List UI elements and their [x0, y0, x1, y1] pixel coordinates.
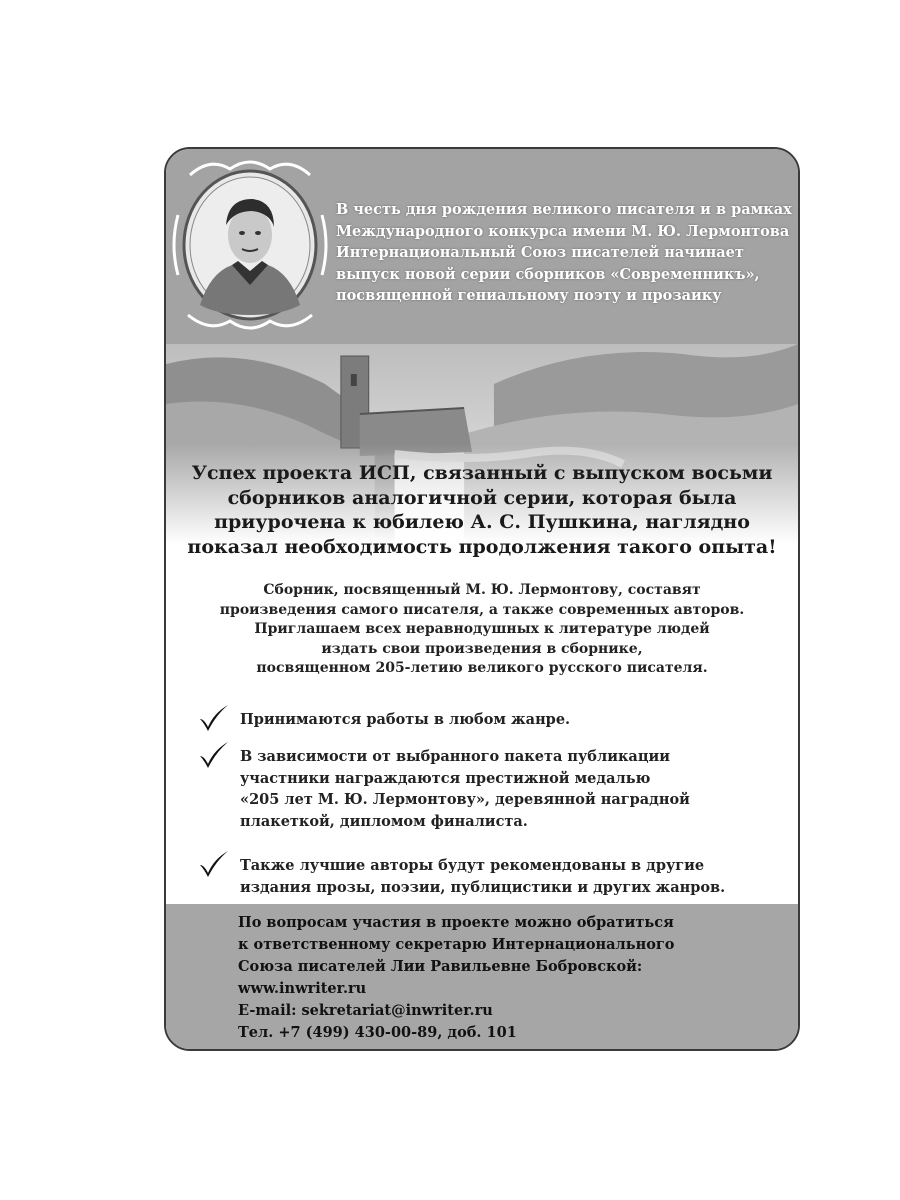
- intro-line: выпуск новой серии сборников «Современникъ»,: [336, 265, 760, 283]
- announcement-card: [164, 147, 800, 1051]
- intro-line: посвященной гениальному поэту и прозаику: [336, 287, 722, 304]
- checklist-line: плакеткой, дипломом финалиста.: [240, 812, 528, 830]
- headline-line: Успех проекта ИСП, связанный с выпуском восьми: [191, 462, 773, 484]
- lermontov-portrait: [170, 155, 330, 335]
- paragraph-line: Приглашаем всех неравнодушных к литературе людей: [254, 621, 710, 637]
- paragraph-line: произведения самого писателя, а также современных авторов.: [219, 601, 745, 618]
- checkmark-icon: [196, 703, 230, 733]
- headline-line: сборников аналогичной серии, которая была: [227, 486, 737, 509]
- email-link[interactable]: E-mail: sekretariat@inwriter.ru: [238, 1002, 493, 1019]
- phone-number[interactable]: Тел. +7 (499) 430-00-89, доб. 101: [238, 1024, 517, 1041]
- intro-line: Интернациональный Союз писателей начинает: [336, 244, 744, 261]
- contact-line: Союза писателей Лии Равильевне Бобровской:: [238, 958, 643, 975]
- intro-panel: [166, 149, 798, 344]
- contact-line: к ответственному секретарю Интернационального: [238, 936, 675, 953]
- contact-info: [238, 912, 674, 1044]
- checkmark-icon: [196, 740, 230, 770]
- checklist-line: В зависимости от выбранного пакета публикации: [240, 748, 671, 765]
- headline: [166, 461, 798, 559]
- headline-line: приурочена к юбилею А. С. Пушкина, наглядно: [214, 511, 750, 533]
- checkmark-icon: [196, 849, 230, 879]
- paragraph-line: издать свои произведения в сборнике,: [321, 640, 643, 657]
- checklist-line: Принимаются работы в любом жанре.: [240, 711, 571, 728]
- intro-line: Международного конкурса имени М. Ю. Лермонтова: [336, 222, 790, 240]
- contact-line: По вопросам участия в проекте можно обратиться: [238, 914, 674, 931]
- contact-panel: [166, 904, 798, 1051]
- checklist-line: Также лучшие авторы будут рекомендованы в другие: [240, 857, 705, 874]
- checklist-line: «205 лет М. Ю. Лермонтову», деревянной наградной: [240, 791, 690, 808]
- headline-line: показал необходимость продолжения такого опыта!: [187, 535, 777, 558]
- intro-text: [336, 199, 796, 307]
- checklist-line: участники награждаются престижной медалью: [240, 769, 651, 787]
- website-link[interactable]: www.inwriter.ru: [238, 980, 367, 997]
- intro-line: В честь дня рождения великого писателя и в рамках: [336, 201, 792, 218]
- paragraph-line: Сборник, посвященный М. Ю. Лермонтову, составят: [263, 582, 701, 598]
- checklist-line: издания прозы, поэзии, публицистики и других жанров.: [240, 878, 726, 896]
- description-paragraph: [166, 581, 798, 679]
- paragraph-line: посвященном 205-летию великого русского писателя.: [256, 660, 708, 676]
